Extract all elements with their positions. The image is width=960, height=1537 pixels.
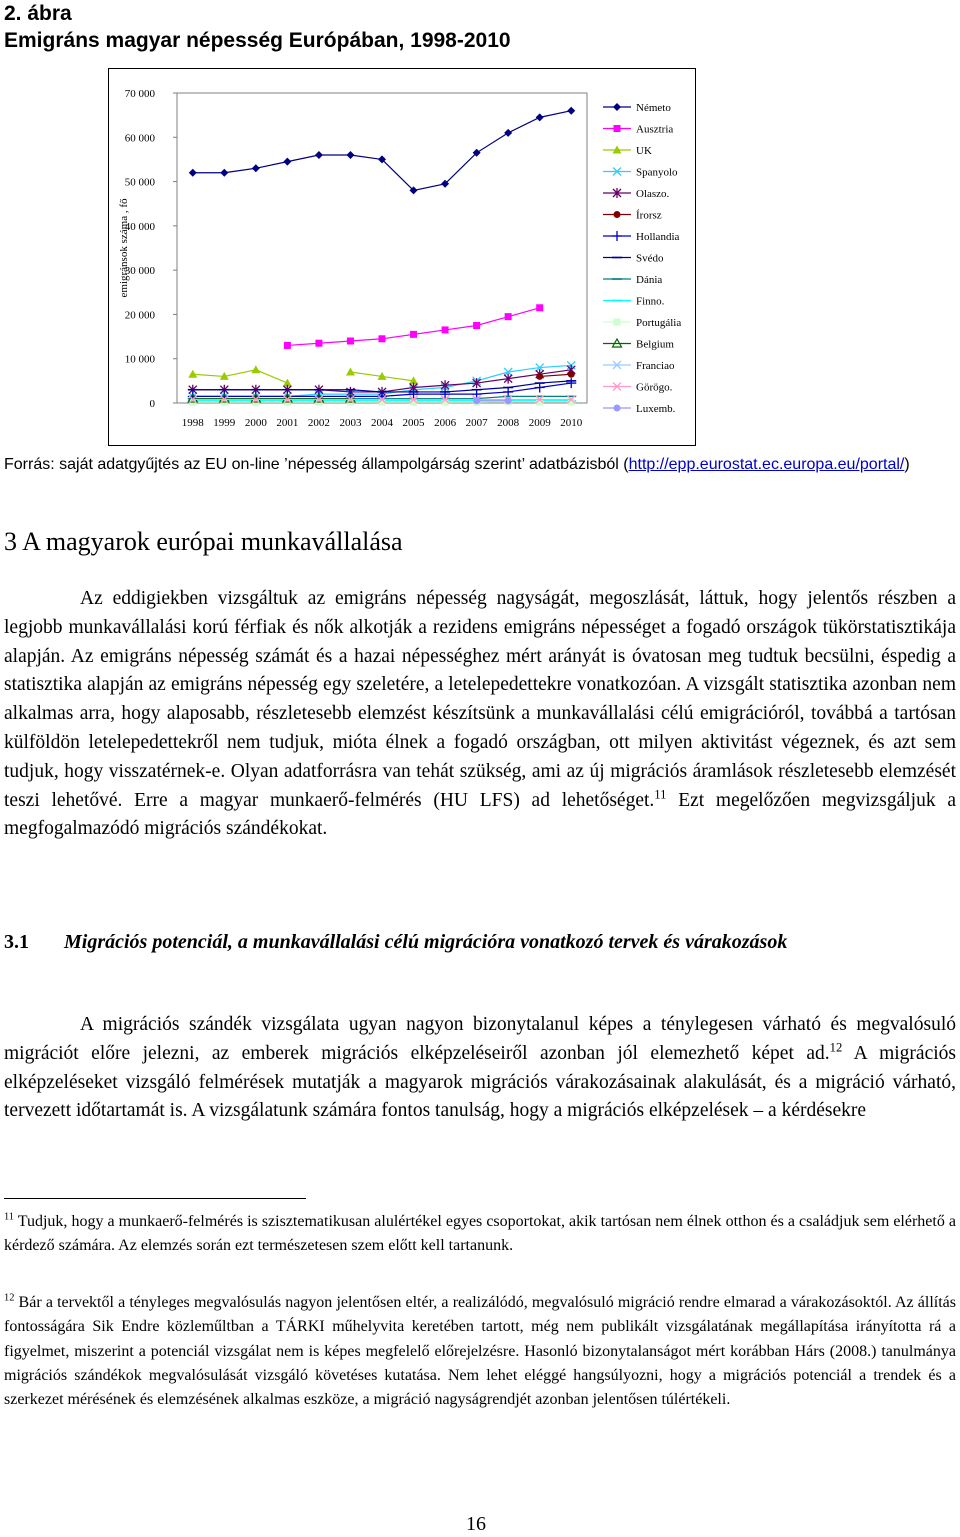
legend-marker — [614, 211, 621, 218]
legend-label: Finno. — [636, 295, 665, 308]
figure-label: 2. ábra — [4, 2, 72, 25]
series-0-marker — [536, 113, 544, 121]
x-tick-label: 2002 — [307, 417, 330, 429]
series-0-marker — [220, 169, 228, 177]
figure-title: Emigráns magyar népesség Európában, 1998-2010 — [4, 29, 511, 52]
legend-label: Franciao — [636, 360, 675, 372]
series-5-marker — [536, 373, 543, 380]
legend-label: UK — [636, 145, 652, 157]
series-0-marker — [283, 158, 291, 166]
legend-label: Görögo. — [636, 381, 673, 394]
footnote-text: Bár a tervektől a tényleges megvalósulás nagyon jelentősen eltér, a realizálódó, megvalósuló migráció rendre elmarad a várakozásoktól. Az állítás fontosságára Sik Endre közleműltban a TÁRKI műhelyvita keretében tartott, még nem publikált vizsgálatának megállapítása irányította rá a figyelmet, miszerint a potenciál vizsgálat nem is képes megfelelő előrejelzésre. Hasonló bizonytalanságot mért korábban Hárs (2008.) tanulmánya migrációs szándékok megvalósulását vizsgáló követéses kutatása. Nem lehet eléggé hangsúlyozni, hogy a migrációs potenciál a trendek és a szerkezet mérésének és elemzésének alkalmas eszköze, a migráció nagyságrendjét azonban jelentősen túlértékeli. — [4, 1294, 956, 1409]
series-0-marker — [346, 151, 354, 159]
legend-marker — [614, 319, 621, 326]
subsection-title: Migrációs potenciál, a munkavállalási célú migrációra vonatkozó tervek és várakozások — [64, 931, 788, 953]
legend-label: Ausztria — [636, 123, 674, 136]
x-tick-label: 2010 — [560, 417, 583, 429]
legend-label: Portugália — [636, 317, 682, 329]
legend-label: Belgium — [636, 338, 674, 351]
y-tick-label: 20 000 — [124, 309, 155, 322]
legend-label: Írorsz — [636, 209, 662, 222]
y-tick-label: 70 000 — [124, 88, 155, 100]
paragraph-1-text: Az eddigiekben vizsgáltuk az emigráns népesség nagyságát, megoszlását, láttuk, hogy jelentős részben a legjobb munkavállalási korú férfiak és nők alkotják a rezidens emigráns népességet a fogadó országok tükörstatisztikája alapján. Az emigráns népesség számát és a hazai népességhez mért arányát is óvatosan meg tudtuk becsülni, éspedig a statisztika alapján az emigráns népesség egy szeletére, a letelepedettekre vonatkozóan. A vizsgált statisztika azonban nem alkalmas arra, hogy alaposabb, részletesebb elemzést készítsünk a munkavállalási célú emigrációról, továbbá a tartósan külföldön letelepedettekről nem tudjuk, mióta élnek a fogadó országban, ott milyen aktivitást végeznek, és azt sem tudjuk, hogy visszatérnek-e. Olyan adatforrásra van tehát szükség, ami az új migrációs áramlások részletesebb elemzését teszi lehetővé. Erre a magyar munkaerő-felmérés (HU LFS) ad lehetőséget. — [4, 588, 956, 811]
x-tick-label: 2007 — [465, 417, 488, 429]
series-5-marker — [568, 371, 575, 378]
legend-marker — [612, 231, 622, 241]
footnote-number: 12 — [4, 1292, 15, 1304]
legend-label: Spanyolo — [636, 166, 678, 179]
y-tick-label: 0 — [149, 398, 155, 410]
paragraph-1-tail: Ezt megelőzően megvizsgáljuk a megfogalmazódó migrációs szándékokat. — [4, 789, 956, 840]
figure-source — [4, 453, 954, 476]
paragraph-1 — [4, 585, 956, 844]
y-axis-label: emigránsok száma , fő — [118, 198, 130, 298]
x-tick-label: 2005 — [402, 417, 425, 429]
series-1-marker — [379, 335, 386, 342]
series-2-marker — [346, 368, 355, 376]
series-1-marker — [473, 322, 480, 329]
series-2-line — [193, 370, 288, 383]
subsection-heading — [4, 928, 956, 957]
series-0-marker — [567, 107, 575, 115]
footnote-text: Tudjuk, hogy a munkaerő-felmérés is szisztematikusan alulértékel egyes csoportokat, akik tartósan nem élnek otthon és a családjuk sem elérhető a kérdező számára. Az elemzés során ezt természetesen szem előtt kell tartanunk. — [4, 1213, 956, 1255]
series-1-marker — [315, 340, 322, 347]
paragraph-2-text: A migrációs szándék vizsgálata ugyan nagyon bizonytalanul képes a ténylegesen várható és megvalósuló migrációt előre jelezni, az emberek migrációs elképzeléseiről azonban jól elemezhető képet ad. — [4, 1014, 956, 1064]
series-0-marker — [315, 151, 323, 159]
series-2-marker — [251, 365, 260, 373]
legend-marker — [614, 405, 621, 412]
series-1-marker — [284, 342, 291, 349]
plot-area — [177, 93, 587, 403]
series-0-line — [193, 111, 571, 191]
series-6-marker — [566, 378, 576, 388]
x-tick-label: 2008 — [497, 417, 520, 429]
series-14-marker — [505, 397, 512, 404]
series-14-marker — [473, 397, 480, 404]
source-text: Forrás: saját adatgyűjtés az EU on-line ’népesség állampolgárság szerint’ adatbázisból ( — [4, 456, 629, 473]
y-tick-label: 10 000 — [124, 353, 155, 366]
source-link[interactable]: http://epp.eurostat.ec.europa.eu/portal/ — [628, 456, 905, 473]
paragraph-2 — [4, 1011, 956, 1126]
x-tick-label: 2006 — [434, 417, 457, 429]
x-tick-label: 2004 — [371, 417, 393, 429]
line-chart — [109, 69, 695, 445]
chart-frame — [108, 68, 696, 446]
x-tick-label: 2003 — [339, 417, 362, 429]
footnote-divider — [4, 1198, 306, 1199]
series-0-marker — [504, 129, 512, 137]
legend-label: Hollandia — [636, 231, 680, 243]
footnote-ref-11[interactable]: 11 — [654, 787, 667, 802]
series-1-marker — [442, 326, 449, 333]
footnote-number: 11 — [4, 1211, 15, 1223]
series-1-line — [287, 308, 539, 346]
series-5-line — [540, 374, 572, 376]
footnote-12 — [4, 1291, 956, 1412]
legend-label: Olaszo. — [636, 188, 670, 200]
footnote-ref-12[interactable]: 12 — [829, 1040, 843, 1055]
y-tick-label: 60 000 — [124, 132, 155, 145]
paragraph-2-tail: A migrációs elképzeléseket vizsgáló felmérések mutatják a magyarok migrációs várakozásainak alakulását, és a migráció várható, tervezett időtartamát is. A vizsgálatunk számára fontos tanulság, hogy a migrációs elképzelések – a kérdésekre — [4, 1042, 956, 1122]
legend-marker — [613, 103, 621, 111]
series-1-marker — [505, 313, 512, 320]
x-tick-label: 2000 — [244, 417, 267, 429]
series-1-marker — [410, 331, 417, 338]
legend-marker — [614, 125, 621, 132]
series-0-marker — [189, 169, 197, 177]
series-2-marker — [188, 370, 197, 378]
y-tick-label: 50 000 — [124, 176, 155, 189]
legend-label: Dánia — [636, 274, 663, 286]
series-0-marker — [252, 164, 260, 172]
series-1-marker — [536, 304, 543, 311]
section-heading: 3 A magyarok európai munkavállalása — [4, 527, 403, 556]
page-number: 16 — [466, 1513, 486, 1535]
footnote-11 — [4, 1210, 956, 1259]
legend-label: Svédo — [636, 252, 664, 265]
x-tick-label: 1998 — [181, 417, 204, 429]
y-tick-label: 30 000 — [124, 265, 155, 278]
x-tick-label: 2009 — [528, 417, 551, 429]
legend-label: Németo — [636, 102, 671, 114]
x-tick-label: 1999 — [213, 417, 236, 429]
y-tick-label: 40 000 — [124, 220, 155, 233]
source-after: ) — [904, 456, 910, 473]
legend-label: Luxemb. — [636, 403, 676, 415]
x-tick-label: 2001 — [276, 417, 299, 429]
series-1-marker — [347, 338, 354, 345]
subsection-number: 3.1 — [4, 931, 29, 953]
